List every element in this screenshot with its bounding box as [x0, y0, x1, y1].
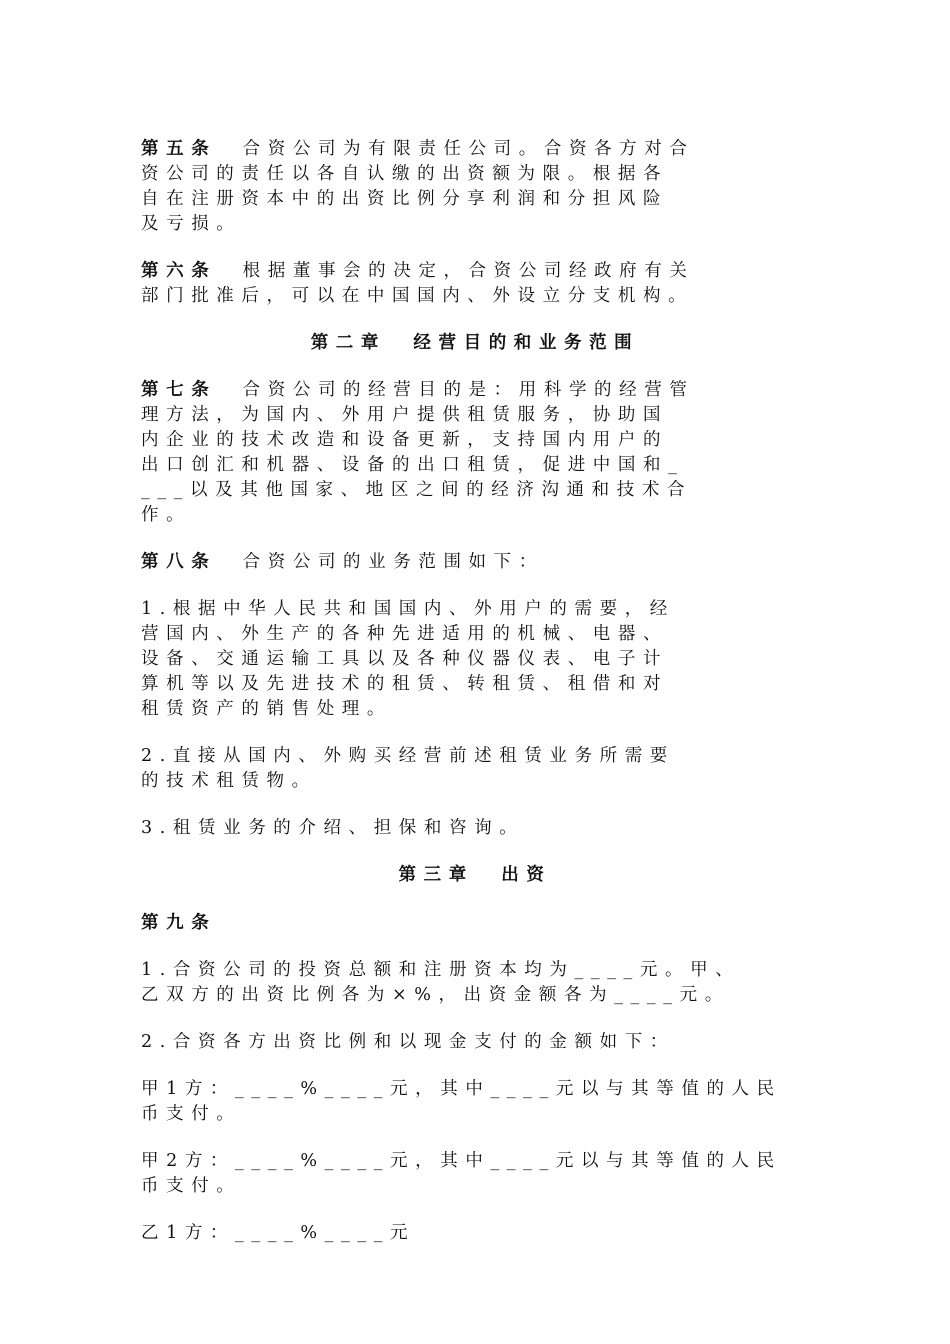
article-8-item-1-line-2: 营国内、外生产的各种先进适用的机械、电器、: [141, 624, 669, 644]
article-7-line-5: ___以及其他国家、地区之间的经济沟通和技术合: [141, 480, 693, 500]
party-jia-2-line-2: 币支付。: [141, 1176, 242, 1196]
article-6-line-1: [141, 260, 694, 282]
article-6-text: 根据董事会的决定，合资公司经政府有关: [242, 261, 695, 281]
article-7-line-4: 出口创汇和机器、设备的出口租赁，促进中国和_: [141, 455, 685, 475]
article-8-text: 合资公司的业务范围如下：: [242, 552, 544, 572]
article-8-line-1: [141, 551, 544, 573]
party-yi-1-line-1: 乙1方：____%____元: [141, 1223, 416, 1243]
article-8-item-1-line-4: 算机等以及先进技术的租赁、转租赁、租借和对: [141, 674, 669, 694]
article-8-item-3-line-1: 3.租赁业务的介绍、担保和咨询。: [141, 818, 525, 838]
article-8-item-1-line-5: 租赁资产的销售处理。: [141, 699, 392, 719]
article-6-label: 第六条: [141, 261, 217, 281]
article-7-line-3: 内企业的技术改造和设备更新，支持国内用户的: [141, 430, 669, 450]
article-7-label: 第七条: [141, 380, 217, 400]
article-9-item-2-line-1: 2.合资各方出资比例和以现金支付的金额如下：: [141, 1032, 675, 1052]
article-9-label: 第九条: [141, 913, 217, 933]
article-9-item-1-line-2: 乙双方的出资比例各为×%，出资金额各为____元。: [141, 985, 730, 1005]
article-7-line-6: 作。: [141, 505, 192, 525]
party-jia-1-line-1: 甲1方：____%____元，其中____元以与其等值的人民: [141, 1079, 782, 1099]
article-5-line-2: 资公司的责任以各自认缴的出资额为限。根据各: [141, 164, 669, 184]
article-5-line-1: [141, 138, 694, 160]
chapter-2-heading: 第二章 经营目的和业务范围: [310, 333, 640, 353]
article-5-line-4: 及亏损。: [141, 214, 242, 234]
article-7-line-2: 理方法，为国内、外用户提供租赁服务，协助国: [141, 405, 669, 425]
article-8-item-2-line-1: 2.直接从国内、外购买经营前述租赁业务所需要: [141, 746, 675, 766]
article-8-label: 第八条: [141, 552, 217, 572]
article-8-item-1-line-1: 1.根据中华人民共和国国内、外用户的需要，经: [141, 599, 675, 619]
party-jia-2-line-1: 甲2方：____%____元，其中____元以与其等值的人民: [141, 1151, 782, 1171]
article-5-text: 合资公司为有限责任公司。合资各方对合: [242, 139, 695, 159]
article-9-item-1-line-1: 1.合资公司的投资总额和注册资本均为____元。甲、: [141, 960, 741, 980]
article-6-line-2: 部门批准后，可以在中国国内、外设立分支机构。: [141, 286, 694, 306]
party-jia-1-line-2: 币支付。: [141, 1104, 242, 1124]
article-5-label: 第五条: [141, 139, 217, 159]
article-5-line-3: 自在注册资本中的出资比例分享利润和分担风险: [141, 189, 669, 209]
article-7-text: 合资公司的经营目的是：用科学的经营管: [242, 380, 695, 400]
article-7-line-1: [141, 379, 694, 401]
chapter-3-heading: 第三章 出资: [398, 865, 552, 885]
article-8-item-2-line-2: 的技术租赁物。: [141, 771, 317, 791]
article-8-item-1-line-3: 设备、交通运输工具以及各种仪器仪表、电子计: [141, 649, 669, 669]
